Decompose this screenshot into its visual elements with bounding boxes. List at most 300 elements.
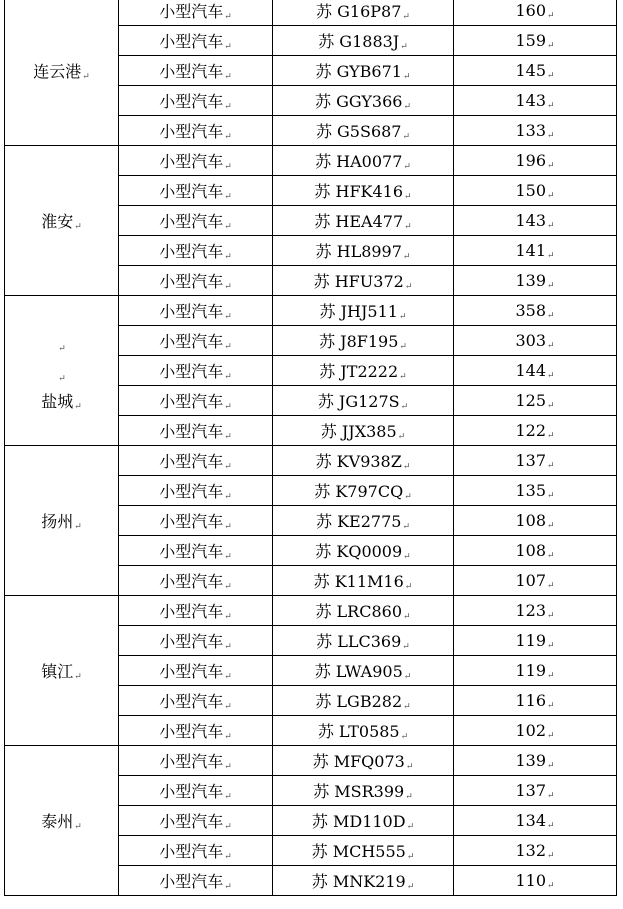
plate-number-cell [273, 446, 454, 476]
count-cell-text: 123 [515, 600, 546, 620]
city-cell [5, 596, 119, 746]
plate-number-cell-text: 苏 LLC369 [316, 632, 402, 651]
plate-number-cell [273, 656, 454, 686]
plate-number-cell [273, 416, 454, 446]
paragraph-mark-icon: ↵ [403, 612, 411, 622]
count-cell [454, 716, 617, 746]
count-cell [454, 86, 617, 116]
paragraph-mark-icon: ↵ [224, 552, 232, 562]
paragraph-mark-icon: ↵ [403, 552, 411, 562]
plate-number-cell [273, 0, 454, 26]
count-cell-text: 119 [515, 630, 546, 650]
count-cell [454, 146, 617, 176]
vehicle-type-cell [119, 56, 273, 86]
plate-number-cell [273, 626, 454, 656]
vehicle-type-cell [119, 86, 273, 116]
plate-number-cell-text: 苏 HFK416 [314, 182, 404, 201]
vehicle-type-cell [119, 146, 273, 176]
table-row [5, 0, 617, 26]
paragraph-mark-icon: ↵ [224, 342, 232, 352]
vehicle-type-cell-text: 小型汽车 [159, 2, 224, 21]
plate-number-cell-text: 苏 HFU372 [313, 272, 404, 291]
paragraph-mark-icon: ↵ [406, 822, 415, 832]
city-line [41, 209, 82, 232]
table-row [5, 296, 617, 326]
count-cell-text: 196 [515, 150, 546, 170]
count-cell [454, 806, 617, 836]
paragraph-mark-icon: ↵ [405, 792, 413, 802]
city-name: 盐城 [41, 392, 74, 411]
paragraph-mark-icon: ↵ [547, 880, 555, 891]
plate-number-cell-text: 苏 JG127S [317, 392, 400, 411]
plate-number-cell [273, 686, 454, 716]
plate-number-cell-text: 苏 GGY366 [314, 92, 403, 111]
count-cell [454, 56, 617, 86]
plate-number-cell-text: 苏 HEA477 [314, 212, 404, 231]
paragraph-mark-icon: ↵ [224, 852, 232, 862]
city-content [5, 209, 118, 232]
count-cell [454, 536, 617, 566]
plate-number-cell [273, 476, 454, 506]
city-name: 连云港 [33, 62, 82, 81]
count-cell [454, 836, 617, 866]
paragraph-mark-icon: ↵ [547, 430, 555, 441]
paragraph-mark-icon: ↵ [74, 402, 82, 412]
plate-number-cell-text: 苏 LT0585 [317, 722, 400, 741]
paragraph-mark-icon: ↵ [224, 42, 232, 52]
paragraph-mark-icon: ↵ [402, 522, 410, 532]
vehicle-type-cell [119, 656, 273, 686]
vehicle-type-cell-text: 小型汽车 [159, 692, 224, 711]
count-cell-text: 102 [515, 720, 546, 740]
paragraph-mark-icon: ↵ [402, 252, 411, 262]
vehicle-type-cell-text: 小型汽车 [159, 332, 224, 351]
city-content [5, 659, 118, 682]
paragraph-mark-icon: ↵ [224, 762, 232, 772]
paragraph-mark-icon: ↵ [224, 132, 232, 142]
plate-number-cell [273, 506, 454, 536]
paragraph-mark-icon: ↵ [224, 432, 232, 442]
count-cell-text: 108 [515, 510, 546, 530]
paragraph-mark-icon: ↵ [547, 220, 555, 231]
count-cell [454, 746, 617, 776]
count-cell-text: 135 [515, 480, 546, 500]
plate-number-cell-text: 苏 LRC860 [315, 602, 402, 621]
paragraph-mark-icon: ↵ [224, 162, 232, 172]
city-line [41, 389, 82, 412]
paragraph-mark-icon: ↵ [224, 252, 232, 262]
vehicle-type-cell-text: 小型汽车 [159, 62, 224, 81]
paragraph-mark-icon: ↵ [224, 612, 232, 622]
count-cell-text: 132 [515, 840, 546, 860]
count-cell-text: 139 [515, 750, 546, 770]
vehicle-type-cell [119, 626, 273, 656]
paragraph-mark-icon: ↵ [547, 160, 555, 171]
city-cell [5, 446, 119, 596]
count-cell-text: 137 [515, 450, 546, 470]
count-cell [454, 326, 617, 356]
vehicle-type-cell-text: 小型汽车 [159, 362, 224, 381]
vehicle-type-cell [119, 806, 273, 836]
count-cell-text: 145 [515, 60, 546, 80]
vehicle-type-cell [119, 116, 273, 146]
count-cell [454, 596, 617, 626]
paragraph-mark-icon: ↵ [406, 852, 415, 862]
paragraph-mark-icon: ↵ [402, 462, 411, 472]
vehicle-type-cell-text: 小型汽车 [159, 422, 224, 441]
paragraph-mark-icon: ↵ [397, 432, 406, 442]
paragraph-mark-icon: ↵ [82, 72, 90, 82]
paragraph-mark-icon: ↵ [224, 732, 232, 742]
paragraph-mark-icon: ↵ [398, 312, 407, 322]
count-cell [454, 446, 617, 476]
vehicle-type-cell [119, 506, 273, 536]
plate-number-cell [273, 86, 454, 116]
paragraph-mark-icon: ↵ [404, 492, 412, 502]
paragraph-mark-icon: ↵ [224, 462, 232, 472]
vehicle-type-cell-text: 小型汽车 [159, 722, 224, 741]
plate-number-cell [273, 716, 454, 746]
paragraph-mark-icon: ↵ [224, 582, 232, 592]
count-cell [454, 776, 617, 806]
count-cell [454, 626, 617, 656]
plate-number-cell-text: 苏 MSR399 [313, 782, 405, 801]
count-cell [454, 416, 617, 446]
count-cell [454, 476, 617, 506]
paragraph-mark-icon: ↵ [402, 12, 410, 22]
paragraph-mark-icon: ↵ [547, 670, 555, 681]
vehicle-type-cell [119, 356, 273, 386]
vehicle-type-cell [119, 0, 273, 26]
vehicle-type-cell [119, 596, 273, 626]
plate-number-cell [273, 776, 454, 806]
vehicle-type-cell [119, 416, 273, 446]
vehicle-type-cell [119, 386, 273, 416]
plate-number-cell-text: 苏 J8F195 [319, 332, 399, 351]
vehicle-type-cell-text: 小型汽车 [159, 482, 224, 501]
vehicle-type-cell [119, 716, 273, 746]
count-cell [454, 0, 617, 26]
paragraph-mark-icon: ↵ [224, 672, 232, 682]
paragraph-mark-icon: ↵ [547, 70, 555, 81]
paragraph-mark-icon: ↵ [224, 792, 232, 802]
plate-number-cell-text: 苏 HL8997 [315, 242, 402, 261]
paragraph-mark-icon: ↵ [402, 132, 411, 142]
plate-number-cell-text: 苏 KQ0009 [315, 542, 403, 561]
plate-number-cell-text: 苏 JT2222 [319, 362, 399, 381]
plate-number-cell [273, 326, 454, 356]
paragraph-mark-icon: ↵ [402, 72, 411, 82]
plate-number-cell [273, 806, 454, 836]
vehicle-type-cell-text: 小型汽车 [159, 632, 224, 651]
plate-number-cell [273, 296, 454, 326]
count-cell-text: 143 [515, 210, 546, 230]
count-cell-text: 122 [515, 420, 546, 440]
count-cell [454, 386, 617, 416]
paragraph-mark-icon: ↵ [547, 610, 555, 621]
plate-number-cell [273, 356, 454, 386]
count-cell [454, 656, 617, 686]
plate-number-cell [273, 206, 454, 236]
paragraph-mark-icon: ↵ [224, 192, 232, 202]
plate-number-cell [273, 176, 454, 206]
plate-number-cell-text: 苏 G5S687 [315, 122, 402, 141]
count-cell-text: 303 [515, 330, 546, 350]
plate-number-cell-text: 苏 JJX385 [320, 422, 397, 441]
paragraph-mark-icon: ↵ [399, 372, 407, 382]
paragraph-mark-icon: ↵ [74, 822, 82, 832]
paragraph-mark-icon: ↵ [224, 222, 232, 232]
vehicle-type-cell-text: 小型汽车 [159, 782, 224, 801]
paragraph-mark-icon: ↵ [547, 40, 555, 51]
vehicle-type-cell-text: 小型汽车 [159, 212, 224, 231]
paragraph-mark-icon: ↵ [547, 760, 555, 771]
count-cell [454, 866, 617, 896]
paragraph-mark-icon: ↵ [74, 672, 82, 682]
count-cell-text: 107 [515, 570, 546, 590]
paragraph-mark-icon: ↵ [224, 372, 232, 382]
paragraph-mark-icon: ↵ [547, 400, 555, 411]
plate-number-cell [273, 236, 454, 266]
paragraph-mark-icon: ↵ [404, 582, 413, 592]
count-cell [454, 296, 617, 326]
city-content [5, 809, 118, 832]
vehicle-type-cell-text: 小型汽车 [159, 812, 224, 831]
plate-number-cell-text: 苏 MNK219 [311, 872, 406, 891]
vehicle-type-cell-text: 小型汽车 [159, 872, 224, 891]
city-name: 淮安 [41, 212, 74, 231]
city-cell [5, 296, 119, 446]
plate-number-cell-text: 苏 KV938Z [315, 452, 402, 471]
plate-number-cell [273, 116, 454, 146]
plate-number-cell-text: 苏 G16P87 [316, 2, 402, 21]
city-line [33, 59, 90, 82]
vehicle-type-cell-text: 小型汽车 [159, 572, 224, 591]
count-cell-text: 358 [515, 300, 546, 320]
vehicle-type-cell-text: 小型汽车 [159, 302, 224, 321]
count-cell [454, 356, 617, 386]
city-line [41, 659, 82, 682]
city-name: 泰州 [41, 812, 74, 831]
empty-paragraph [57, 329, 66, 359]
plate-number-cell [273, 146, 454, 176]
paragraph-mark-icon: ↵ [224, 882, 232, 892]
table-row [5, 746, 617, 776]
paragraph-mark-icon: ↵ [403, 102, 412, 112]
paragraph-mark-icon: ↵ [547, 850, 555, 861]
paragraph-mark-icon: ↵ [406, 882, 415, 892]
city-cell [5, 0, 119, 146]
vehicle-type-cell [119, 26, 273, 56]
plate-number-cell [273, 596, 454, 626]
plate-number-cell-text: 苏 MFQ073 [312, 752, 405, 771]
count-cell [454, 566, 617, 596]
paragraph-mark-icon: ↵ [547, 490, 555, 501]
vehicle-type-cell-text: 小型汽车 [159, 392, 224, 411]
paragraph-mark-icon: ↵ [547, 100, 555, 111]
count-cell-text: 143 [515, 90, 546, 110]
paragraph-mark-icon: ↵ [547, 520, 555, 531]
paragraph-mark-icon: ↵ [403, 702, 411, 712]
plate-number-cell-text: 苏 MD110D [311, 812, 406, 831]
paragraph-mark-icon: ↵ [547, 730, 555, 741]
count-cell-text: 144 [515, 360, 546, 380]
plate-number-cell [273, 746, 454, 776]
count-cell [454, 236, 617, 266]
vehicle-type-cell [119, 206, 273, 236]
count-cell-text: 159 [515, 30, 546, 50]
city-content [5, 329, 118, 412]
paragraph-mark-icon: ↵ [547, 790, 555, 801]
paragraph-mark-icon: ↵ [403, 672, 412, 682]
city-cell [5, 146, 119, 296]
paragraph-mark-icon: ↵ [405, 762, 414, 772]
paragraph-mark-icon: ↵ [404, 192, 412, 202]
paragraph-mark-icon: ↵ [400, 732, 409, 742]
plate-number-cell-text: 苏 GYB671 [315, 62, 402, 81]
plate-number-cell [273, 56, 454, 86]
vehicle-type-cell-text: 小型汽车 [159, 662, 224, 681]
vehicle-type-cell [119, 746, 273, 776]
city-cell [5, 746, 119, 896]
paragraph-mark-icon: ↵ [547, 460, 555, 471]
vehicle-type-cell-text: 小型汽车 [159, 542, 224, 561]
vehicle-type-cell [119, 866, 273, 896]
city-name: 扬州 [41, 512, 74, 531]
paragraph-mark-icon: ↵ [547, 550, 555, 561]
paragraph-mark-icon: ↵ [404, 282, 413, 292]
count-cell-text: 160 [515, 0, 546, 20]
plate-number-cell [273, 26, 454, 56]
count-cell [454, 26, 617, 56]
count-cell [454, 266, 617, 296]
paragraph-mark-icon: ↵ [547, 340, 555, 351]
table-body [5, 0, 617, 896]
count-cell [454, 116, 617, 146]
count-cell-text: 119 [515, 660, 546, 680]
vehicle-type-cell [119, 266, 273, 296]
paragraph-mark-icon: ↵ [224, 522, 232, 532]
table-row [5, 596, 617, 626]
city-name: 镇江 [41, 662, 74, 681]
count-cell-text: 141 [515, 240, 546, 260]
paragraph-mark-icon: ↵ [547, 700, 555, 711]
plate-number-cell [273, 386, 454, 416]
vehicle-type-cell-text: 小型汽车 [159, 842, 224, 861]
vehicle-type-cell [119, 776, 273, 806]
count-cell [454, 206, 617, 236]
plate-number-cell-text: 苏 G1883J [318, 32, 400, 51]
paragraph-mark-icon: ↵ [403, 162, 411, 172]
paragraph-mark-icon: ↵ [547, 310, 555, 321]
city-line [41, 509, 82, 532]
vehicle-type-cell [119, 326, 273, 356]
vehicle-type-cell-text: 小型汽车 [159, 122, 224, 141]
vehicle-type-cell-text: 小型汽车 [159, 272, 224, 291]
plate-number-cell [273, 866, 454, 896]
paragraph-mark-icon: ↵ [547, 580, 555, 591]
plate-number-cell-text: 苏 HA0077 [315, 152, 403, 171]
paragraph-mark-icon: ↵ [224, 282, 232, 292]
paragraph-mark-icon: ↵ [58, 374, 66, 384]
city-content [5, 509, 118, 532]
paragraph-mark-icon: ↵ [547, 370, 555, 381]
count-cell-text: 150 [515, 180, 546, 200]
vehicle-type-cell [119, 686, 273, 716]
vehicle-type-cell [119, 296, 273, 326]
count-cell-text: 133 [515, 120, 546, 140]
count-cell-text: 134 [515, 810, 546, 830]
plate-number-cell-text: 苏 K11M16 [313, 572, 404, 591]
paragraph-mark-icon: ↵ [400, 42, 408, 52]
vehicle-type-cell-text: 小型汽车 [159, 92, 224, 111]
paragraph-mark-icon: ↵ [224, 12, 232, 22]
paragraph-mark-icon: ↵ [74, 522, 82, 532]
vehicle-type-cell-text: 小型汽车 [159, 452, 224, 471]
plate-number-cell-text: 苏 LWA905 [314, 662, 403, 681]
vehicle-type-cell-text: 小型汽车 [159, 152, 224, 171]
plate-number-cell-text: 苏 JHJ511 [319, 302, 398, 321]
paragraph-mark-icon: ↵ [224, 642, 232, 652]
paragraph-mark-icon: ↵ [224, 312, 232, 322]
paragraph-mark-icon: ↵ [224, 72, 232, 82]
plate-number-cell [273, 536, 454, 566]
paragraph-mark-icon: ↵ [547, 280, 555, 291]
paragraph-mark-icon: ↵ [74, 222, 82, 232]
count-cell-text: 108 [515, 540, 546, 560]
count-cell-text: 137 [515, 780, 546, 800]
plate-number-cell-text: 苏 KE2775 [316, 512, 402, 531]
count-cell-text: 116 [515, 690, 546, 710]
count-cell-text: 125 [515, 390, 546, 410]
paragraph-mark-icon: ↵ [547, 10, 555, 21]
empty-paragraph [57, 359, 66, 389]
paragraph-mark-icon: ↵ [399, 342, 407, 352]
paragraph-mark-icon: ↵ [547, 250, 555, 261]
count-cell-text: 110 [515, 870, 546, 890]
city-content [5, 59, 118, 82]
vehicle-type-cell-text: 小型汽车 [159, 182, 224, 201]
paragraph-mark-icon: ↵ [58, 344, 66, 354]
vehicle-type-cell-text: 小型汽车 [159, 32, 224, 51]
paragraph-mark-icon: ↵ [547, 190, 555, 201]
paragraph-mark-icon: ↵ [224, 702, 232, 712]
paragraph-mark-icon: ↵ [547, 130, 555, 141]
vehicle-type-cell [119, 446, 273, 476]
plate-number-cell [273, 266, 454, 296]
vehicle-type-cell-text: 小型汽车 [159, 512, 224, 531]
count-cell [454, 686, 617, 716]
vehicle-type-cell [119, 176, 273, 206]
count-cell-text: 139 [515, 270, 546, 290]
table-row [5, 146, 617, 176]
paragraph-mark-icon: ↵ [224, 822, 232, 832]
vehicle-type-cell [119, 566, 273, 596]
plate-number-cell [273, 836, 454, 866]
paragraph-mark-icon: ↵ [404, 222, 412, 232]
vehicle-type-cell [119, 836, 273, 866]
vehicle-table [4, 0, 617, 896]
paragraph-mark-icon: ↵ [224, 402, 232, 412]
count-cell [454, 506, 617, 536]
vehicle-type-cell [119, 476, 273, 506]
plate-number-cell-text: 苏 K797CQ [314, 482, 404, 501]
vehicle-type-cell [119, 536, 273, 566]
paragraph-mark-icon: ↵ [547, 640, 555, 651]
paragraph-mark-icon: ↵ [547, 820, 555, 831]
paragraph-mark-icon: ↵ [400, 402, 409, 412]
vehicle-type-cell-text: 小型汽车 [159, 602, 224, 621]
